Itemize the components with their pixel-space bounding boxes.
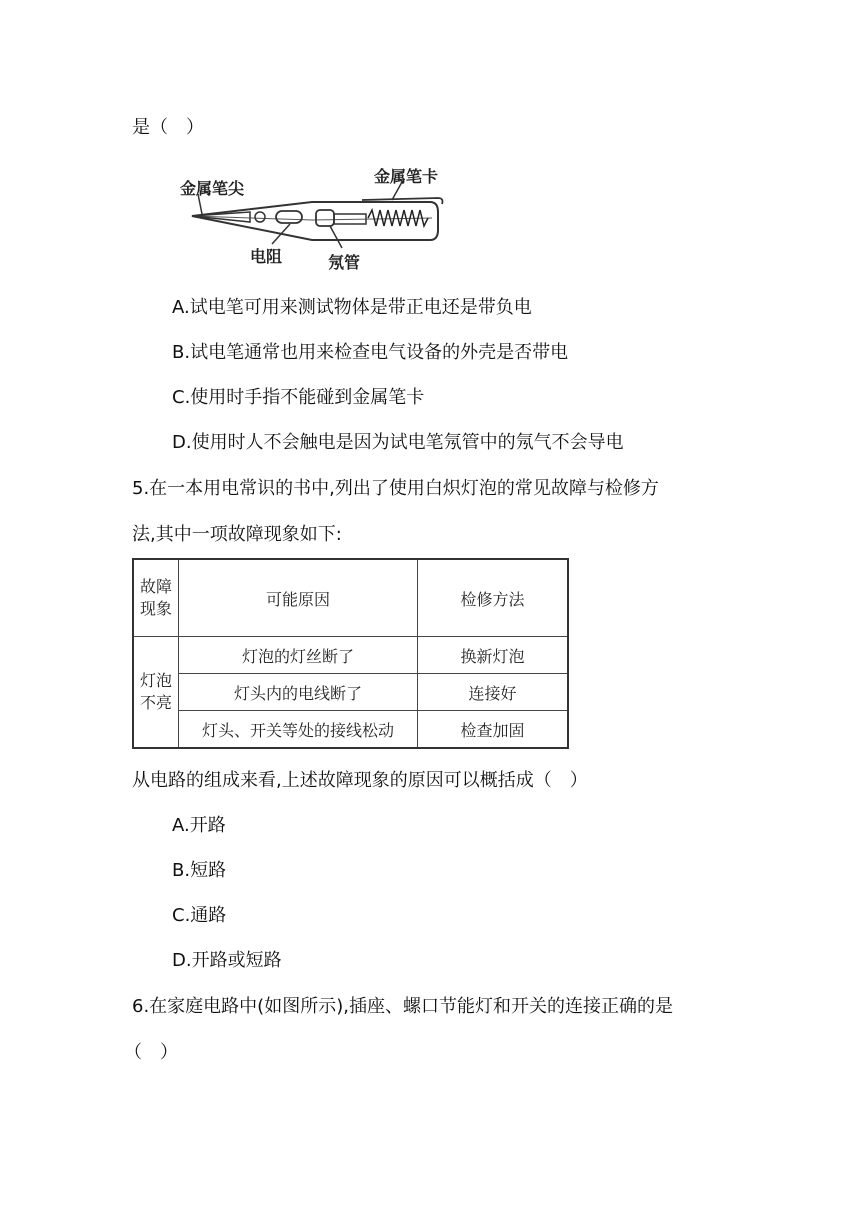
fault-table — [132, 558, 569, 749]
q5-option-c: C.通路 — [172, 905, 227, 926]
header-fault-line2: 现象 — [139, 599, 172, 618]
header-method: 检修方法 — [418, 559, 569, 637]
q5-option-b: B.短路 — [172, 860, 227, 881]
q4-option-d: D.使用时人不会触电是因为试电笔氖管中的氖气不会导电 — [172, 432, 624, 453]
label-metal-clip: 金属笔卡 — [374, 167, 439, 186]
header-fault-line1: 故障 — [139, 577, 172, 596]
q4-option-b: B.试电笔通常也用来检查电气设备的外壳是否带电 — [172, 342, 569, 363]
label-resistor: 电阻 — [250, 247, 283, 266]
table-header-row — [133, 559, 568, 637]
method-cell: 连接好 — [418, 674, 569, 711]
q4-option-c: C.使用时手指不能碰到金属笔卡 — [172, 387, 425, 408]
q4-stem-tail: 是（ ） — [132, 117, 204, 138]
table-row — [133, 711, 568, 749]
method-cell: 换新灯泡 — [418, 637, 569, 674]
cause-cell: 灯头、开关等处的接线松动 — [179, 711, 418, 749]
q5-stem-line1: 5.在一本用电常识的书中,列出了使用白炽灯泡的常见故障与检修方 — [132, 478, 659, 499]
fault-line1: 灯泡 — [139, 671, 172, 690]
test-pen-figure — [172, 160, 472, 278]
method-cell: 检查加固 — [418, 711, 569, 749]
q5-stem-line2: 法,其中一项故障现象如下: — [132, 524, 342, 545]
q4-option-a: A.试电笔可用来测试物体是带正电还是带负电 — [172, 297, 532, 318]
table-row — [133, 674, 568, 711]
cause-cell: 灯泡的灯丝断了 — [179, 637, 418, 674]
label-neon-tube: 氖管 — [328, 253, 361, 272]
q5-option-d: D.开路或短路 — [172, 950, 282, 971]
fault-cell — [133, 637, 179, 749]
header-fault — [133, 559, 179, 637]
header-cause: 可能原因 — [179, 559, 418, 637]
fault-line2: 不亮 — [139, 693, 172, 712]
q6-stem-line2: （ ） — [124, 1042, 178, 1063]
q5-option-a: A.开路 — [172, 815, 226, 836]
table-row — [133, 637, 568, 674]
q6-stem-line1: 6.在家庭电路中(如图所示),插座、螺口节能灯和开关的连接正确的是 — [132, 996, 673, 1017]
q5-question: 从电路的组成来看,上述故障现象的原因可以概括成（ ） — [132, 770, 588, 791]
cause-cell: 灯头内的电线断了 — [179, 674, 418, 711]
label-metal-tip: 金属笔尖 — [180, 179, 245, 198]
